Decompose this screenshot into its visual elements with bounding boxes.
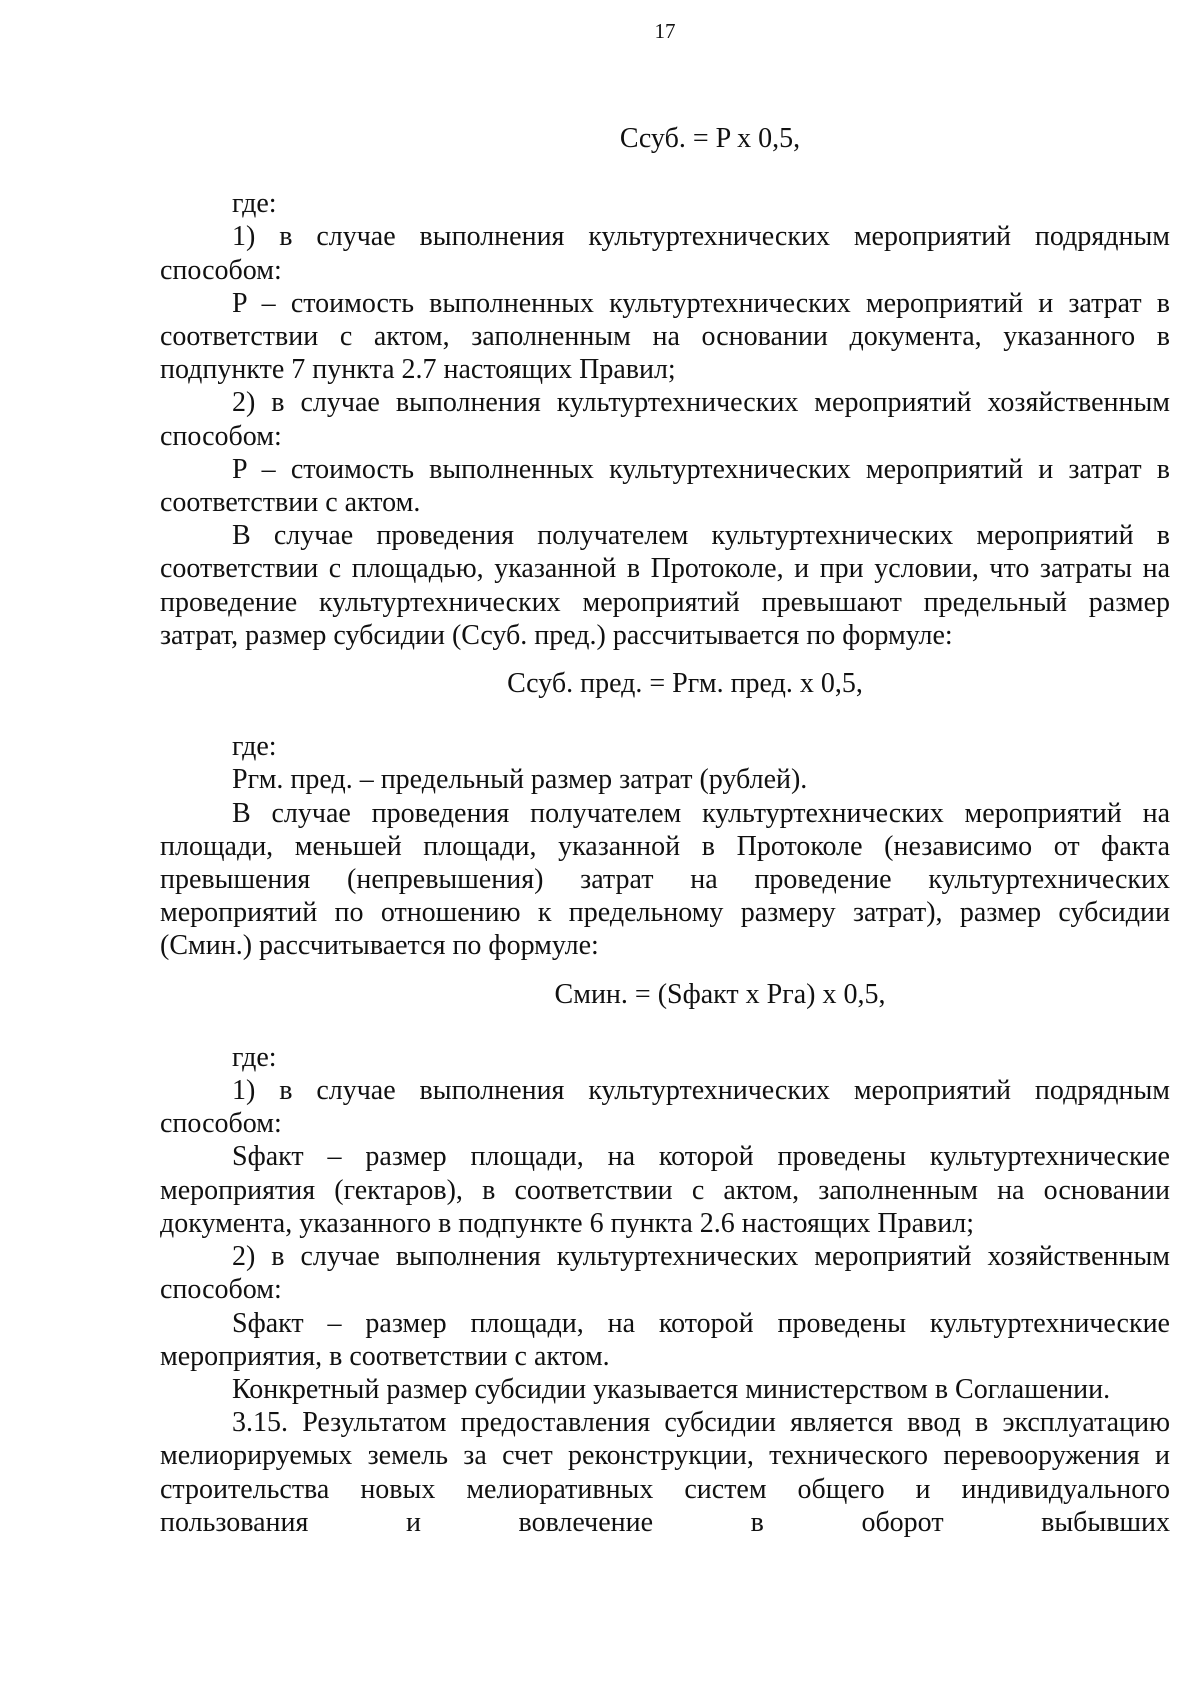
paragraph-contract-method-2: 1) в случае выполнения культуртехнических мероприятий подрядным способом:: [160, 1075, 1170, 1140]
paragraph-agreement-amount: Конкретный размер субсидии указывается министерством в Соглашении.: [232, 1373, 1111, 1405]
paragraph-smaller-area-case: В случае проведения получателем культуртехнических мероприятий на площади, меньшей площади, указанной в Протоколе (независимо от факта превышения (непревышения) затрат на проведение культуртехнических мероприятий по отношению к предельному размеру затрат), размер субсидии (Смин.) рассчитывается по формуле:: [160, 797, 1170, 962]
document-page: [160, 0, 1170, 1701]
paragraph-limit-definition: Pгм. пред. – предельный размер затрат (рублей).: [232, 764, 808, 796]
paragraph-cost-definition: P – стоимость выполненных культуртехнических мероприятий и затрат в соответствии с актом, заполненным на основании документа, указанного в подпункте 7 пункта 2.7 настоящих Правил;: [160, 287, 1170, 386]
where-label: где:: [232, 1041, 277, 1073]
where-label: где:: [232, 731, 277, 763]
paragraph-contract-method: 1) в случае выполнения культуртехнических мероприятий подрядным способом:: [160, 221, 1170, 286]
paragraph-economic-method-2: 2) в случае выполнения культуртехнических мероприятий хозяйственным способом:: [160, 1241, 1170, 1306]
formula-subsidy-limit: Ссуб. пред. = Pгм. пред. x 0,5,: [507, 668, 863, 700]
document-body: [160, 122, 1170, 1539]
paragraph-economic-method: 2) в случае выполнения культуртехнических мероприятий хозяйственным способом:: [160, 387, 1170, 452]
paragraph-result-3-15: 3.15. Результатом предоставления субсидии является ввод в эксплуатацию мелиорируемых земель за счет реконструкции, технического перевооружения и строительства новых мелиоративных систем общего и индивидуального пользования и вовлечение в оборот выбывших: [160, 1407, 1170, 1538]
paragraph-area-definition-2: Sфакт – размер площади, на которой проведены культуртехнические мероприятия, в соответствии с актом.: [160, 1307, 1170, 1372]
formula-subsidy: Ссуб. = P x 0,5,: [619, 123, 801, 154]
page-number: 17: [654, 19, 676, 43]
formula-subsidy-min: Смин. = (Sфакт x Pга) x 0,5,: [554, 978, 886, 1010]
paragraph-cost-definition-2: P – стоимость выполненных культуртехнических мероприятий и затрат в соответствии с актом.: [160, 453, 1170, 519]
paragraph-limit-case: В случае проведения получателем культуртехнических мероприятий в соответствии с площадью, указанной в Протоколе, и при условии, что затраты на проведение культуртехнических мероприятий превышают предельный размер затрат, размер субсидии (Ссуб. пред.) рассчитывается по формуле:: [160, 520, 1170, 651]
where-label: где:: [232, 188, 277, 220]
paragraph-area-definition: Sфакт – размер площади, на которой проведены культуртехнические мероприятия (гектаров), в соответствии с актом, заполненным на основании документа, указанного в подпункте 6 пункта 2.6 настоящих Правил;: [160, 1141, 1170, 1239]
